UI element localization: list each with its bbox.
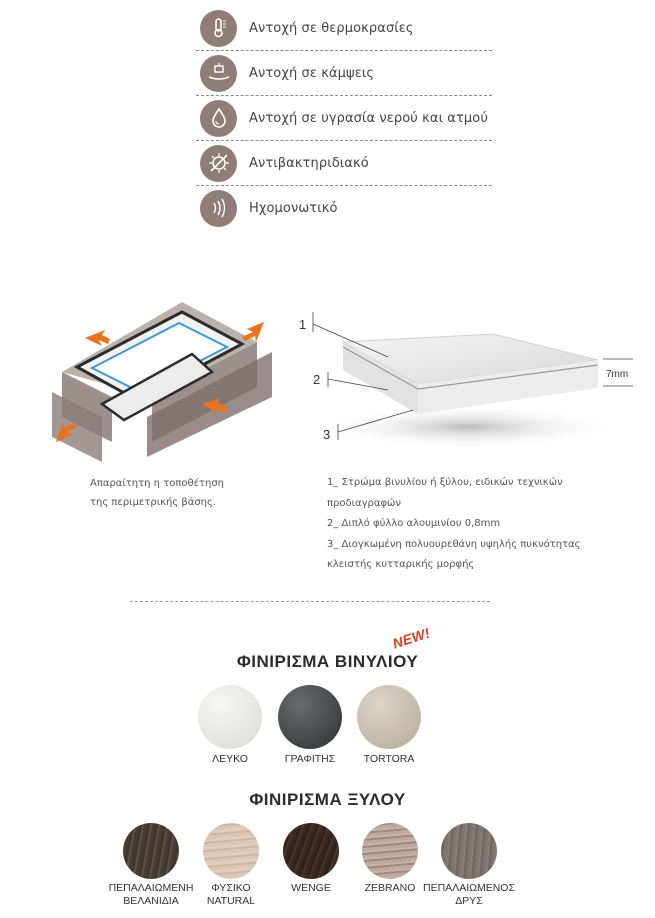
feature-label: Αντιβακτηριδιακό bbox=[249, 155, 369, 171]
layer-note: κλειστής κυτταρικής μορφής bbox=[327, 559, 475, 570]
water-drop-icon bbox=[200, 100, 237, 137]
layer-note: προδιαγραφών bbox=[327, 497, 401, 509]
feature-temperature bbox=[196, 6, 492, 51]
bathtub-installation-illustration bbox=[42, 292, 282, 462]
swatch-label: ΛΕΥΚΟ bbox=[212, 753, 248, 765]
swatch-aged-oak-wood[interactable] bbox=[123, 823, 179, 879]
swatch-label: TORTORA bbox=[363, 753, 415, 765]
layer-note: 1_ Στρώμα βινυλίου ή ξύλου, ειδικών τεχνικών bbox=[327, 477, 563, 488]
feature-antibacterial bbox=[196, 141, 492, 186]
swatch-label bbox=[266, 882, 356, 895]
layer-marker-1: 1 bbox=[299, 317, 307, 332]
sound-insulation-icon bbox=[200, 190, 237, 227]
thickness-label: 7mm bbox=[606, 369, 629, 380]
swatch-wenge-wood[interactable] bbox=[283, 823, 339, 879]
caption-line: Απαραίτητη η τοποθέτηση bbox=[90, 478, 225, 489]
feature-list bbox=[196, 6, 492, 230]
swatch-natural-wood[interactable] bbox=[203, 823, 259, 879]
swatch-label-line: ΦΥΣΙΚΟ bbox=[211, 882, 251, 894]
swatch-zebrano-wood[interactable] bbox=[362, 823, 418, 879]
new-badge: NEW! bbox=[390, 624, 433, 652]
swatch-label-line: ΠΕΠΑΛΑΙΩΜΕΝΗ bbox=[108, 882, 194, 894]
layer-marker-3: 3 bbox=[323, 427, 331, 442]
swatch-label-line: ZEBRANO bbox=[364, 882, 416, 894]
swatch-label: ΓΡΑΦΙΤΗΣ bbox=[284, 753, 336, 765]
swatch-aged-oak-grey-wood[interactable] bbox=[441, 823, 497, 879]
panel-layers-illustration bbox=[293, 302, 638, 452]
vinyl-finish-title: ΦΙΝΙΡΙΣΜΑ ΒΙΝΥΛΙΟΥ bbox=[236, 652, 419, 671]
layer-note: 2_ Διπλό φύλλο αλουμινίου 0,8mm bbox=[327, 518, 501, 529]
feature-label: Αντοχή σε κάμψεις bbox=[249, 65, 375, 81]
swatch-graphite-vinyl[interactable] bbox=[278, 685, 342, 749]
swatch-tortora-vinyl[interactable] bbox=[357, 685, 421, 749]
swatch-label-line: ΠΕΠΑΛΑΙΩΜΕΝΟΣ bbox=[423, 882, 515, 894]
swatch-label bbox=[186, 882, 276, 908]
caption-line: της περιμετρικής βάσης. bbox=[90, 497, 217, 508]
feature-label: Αντοχή σε θερμοκρασίες bbox=[249, 20, 414, 36]
layer-note: 3_ Διογκωμένη πολυουρεθάνη υψηλής πυκνότητας bbox=[327, 538, 581, 550]
section-divider bbox=[130, 601, 490, 602]
feature-label: Ηχομονωτικό bbox=[249, 200, 338, 216]
feature-sound-insulation bbox=[196, 186, 492, 230]
swatch-label-line: ΒΕΛΑΝΙΔΙΑ bbox=[123, 895, 179, 907]
antibacterial-icon bbox=[200, 145, 237, 182]
swatch-white-vinyl[interactable] bbox=[198, 685, 262, 749]
swatch-label-line: WENGE bbox=[291, 882, 331, 894]
thermometer-icon bbox=[200, 10, 237, 47]
swatch-label-line: NATURAL bbox=[206, 895, 256, 907]
layer-marker-2: 2 bbox=[313, 372, 321, 387]
layer-notes bbox=[327, 473, 627, 576]
feature-moisture bbox=[196, 96, 492, 141]
swatch-label-line: ΔΡΥΣ bbox=[455, 895, 483, 907]
wood-finish-title: ΦΙΝΙΡΙΣΜΑ ΞΥΛΟΥ bbox=[249, 790, 406, 809]
installation-caption bbox=[90, 474, 290, 512]
feature-bending bbox=[196, 51, 492, 96]
swatch-label bbox=[414, 882, 524, 908]
feature-label: Αντοχή σε υγρασία νερού και ατμού bbox=[249, 110, 488, 126]
weight-bend-icon bbox=[200, 55, 237, 92]
